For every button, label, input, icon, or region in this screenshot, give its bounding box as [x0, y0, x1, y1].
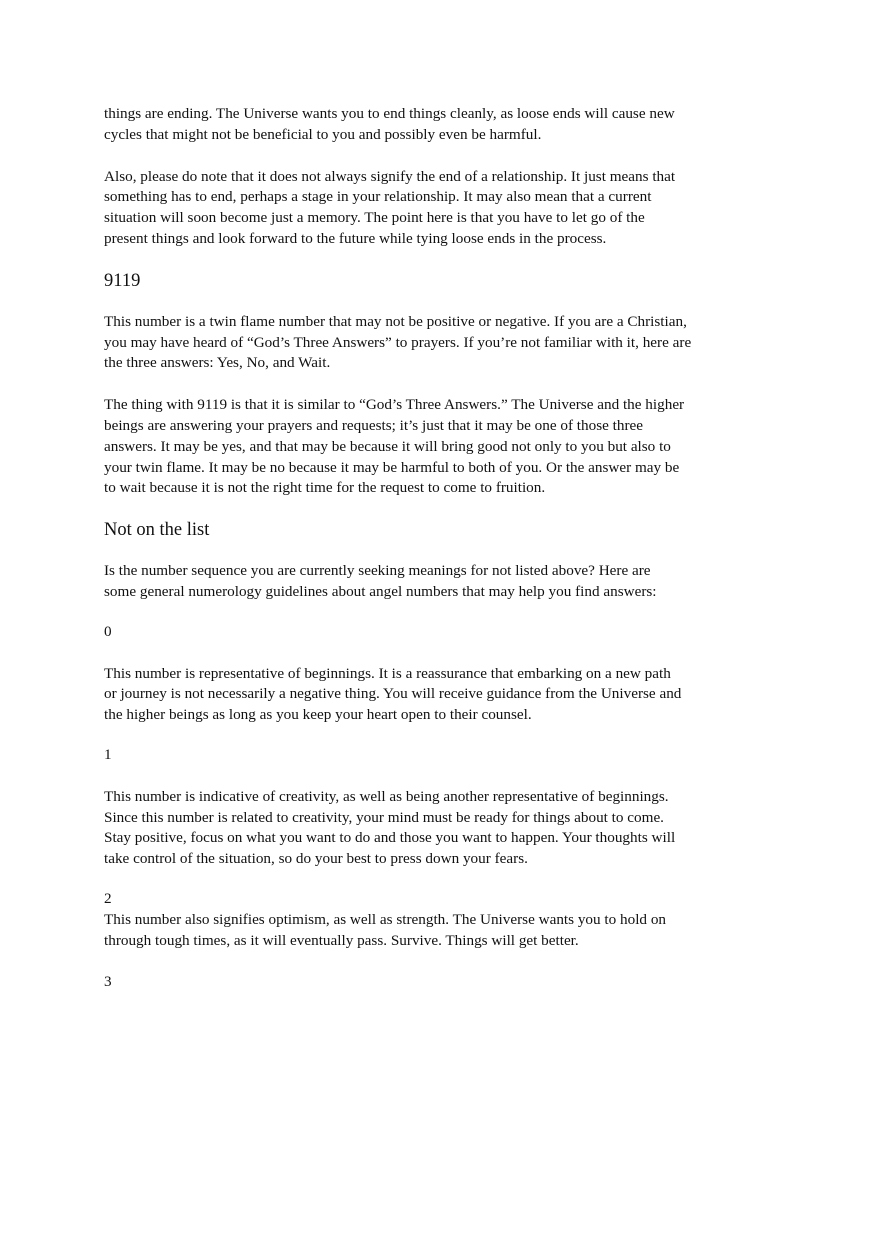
text-line: cycles that might not be beneficial to you and possibly even be harmful.: [104, 125, 542, 143]
heading-9119: 9119: [104, 270, 141, 291]
heading-not-on-the-list: Not on the list: [104, 520, 210, 541]
text-line: This number is representative of beginnings. It is a reassurance that embarking on a new path: [104, 664, 671, 682]
text-line: Stay positive, focus on what you want to do and those you want to happen. Your thoughts will: [104, 829, 676, 847]
number-heading-3: 3: [104, 973, 112, 991]
text-line: things are ending. The Universe wants you to end things cleanly, as loose ends will cause new: [104, 105, 675, 122]
text-line: some general numerology guidelines about angel numbers that may help you find answers:: [104, 582, 657, 600]
paragraph-twin-flame: [104, 312, 724, 374]
text-line: you may have heard of “God’s Three Answers” to prayers. If you’re not familiar with it, here are: [104, 333, 692, 351]
text-line: the higher beings as long as you keep your heart open to their counsel.: [104, 706, 532, 724]
document-page: [104, 104, 724, 993]
paragraph-number-2: [104, 910, 724, 952]
text-line: Also, please do note that it does not always signify the end of a relationship. It just means that: [104, 167, 676, 185]
text-line: This number is indicative of creativity, as well as being another representative of beginnings.: [104, 787, 669, 805]
paragraph-ending-cleanly: [104, 104, 724, 146]
number-heading-1: 1: [104, 745, 112, 763]
text-line: take control of the situation, so do your best to press down your fears.: [104, 850, 528, 868]
text-line: Since this number is related to creativity, your mind must be ready for things about to come.: [104, 808, 664, 826]
paragraph-number-1: [104, 787, 724, 870]
text-line: beings are answering your prayers and requests; it’s just that it may be one of those three: [104, 416, 644, 434]
paragraph-general-guidelines: [104, 561, 724, 603]
text-line: situation will soon become just a memory. The point here is that you have to let go of the: [104, 209, 645, 227]
number-heading-2: 2: [104, 889, 112, 907]
text-line: through tough times, as it will eventually pass. Survive. Things will get better.: [104, 931, 579, 949]
text-line: The thing with 9119 is that it is similar to “God’s Three Answers.” The Universe and the higher: [104, 396, 685, 414]
text-line: answers. It may be yes, and that may be because it will bring good not only to you but also to: [104, 437, 671, 455]
text-line: to wait because it is not the right time for the request to come to fruition.: [104, 479, 546, 497]
text-line: your twin flame. It may be no because it may be harmful to both of you. Or the answer may be: [104, 458, 680, 476]
paragraph-number-0: [104, 664, 724, 726]
text-line: This number is a twin flame number that may not be positive or negative. If you are a Christian,: [104, 312, 687, 330]
text-line: the three answers: Yes, No, and Wait.: [104, 354, 331, 372]
text-line: or journey is not necessarily a negative thing. You will receive guidance from the Universe and: [104, 685, 682, 703]
paragraph-relationship-end: [104, 167, 724, 250]
text-line: present things and look forward to the future while tying loose ends in the process.: [104, 229, 607, 247]
number-heading-0: 0: [104, 622, 112, 640]
text-line: This number also signifies optimism, as well as strength. The Universe wants you to hold on: [104, 910, 667, 928]
text-line: Is the number sequence you are currently seeking meanings for not listed above? Here are: [104, 562, 651, 580]
paragraph-gods-three-answers: [104, 395, 724, 499]
text-line: something has to end, perhaps a stage in your relationship. It may also mean that a current: [104, 188, 652, 206]
